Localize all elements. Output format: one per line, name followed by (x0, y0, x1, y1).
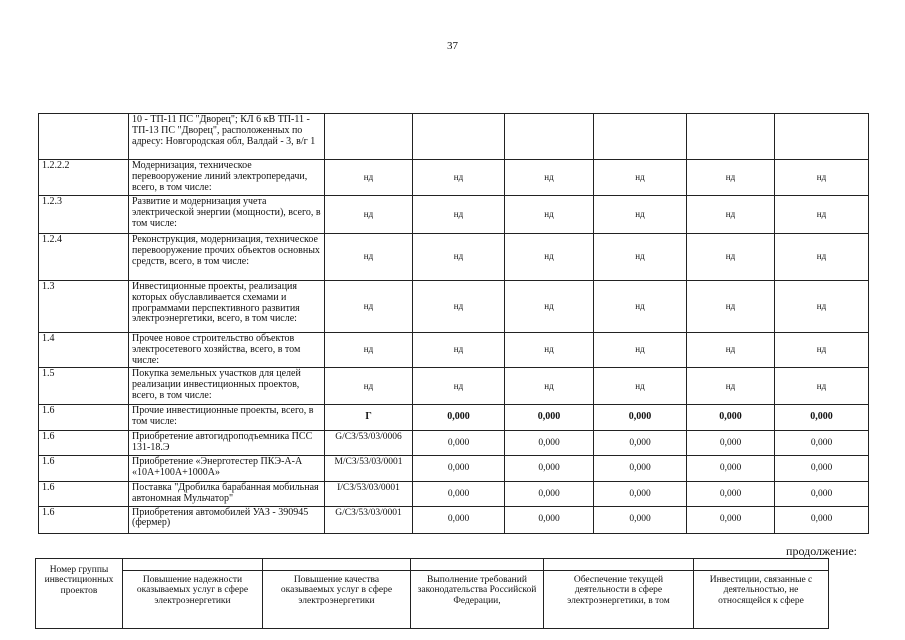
row-number: 1.2.3 (39, 196, 129, 234)
row-value: нд (687, 196, 775, 234)
row-value: нд (505, 333, 594, 368)
header-current-activity: Обеспечение текущей деятельности в сфере электроэнергетики, в том (544, 571, 694, 629)
row-value: нд (413, 281, 505, 333)
row-code: нд (325, 196, 413, 234)
header-cell-top (694, 559, 829, 571)
row-value: 0,000 (594, 431, 687, 456)
continuation-label: продолжение: (786, 544, 857, 558)
row-code: нд (325, 368, 413, 405)
row-name: Реконструкция, модернизация, техническое перевооружение прочих объектов основных средств, всего, в том числе: (129, 234, 325, 281)
row-code: G/СЗ/53/03/0001 (325, 506, 413, 533)
row-name: Покупка земельных участков для целей реализации инвестиционных проектов, всего, в том числе: (129, 368, 325, 405)
row-value: нд (687, 234, 775, 281)
row-name: Прочие инвестиционные проекты, всего, в том числе: (129, 405, 325, 431)
page-number: 37 (447, 40, 458, 52)
table-row (39, 431, 869, 456)
table-row (39, 160, 869, 196)
row-value: нд (687, 281, 775, 333)
row-name: Развитие и модернизация учета электрической энергии (мощности), всего, в том числе: (129, 196, 325, 234)
row-value: нд (687, 333, 775, 368)
header-cell-top (263, 559, 411, 571)
table-row (39, 368, 869, 405)
continuation-header-table (35, 558, 829, 629)
row-value (775, 114, 869, 160)
row-number: 1.6 (39, 431, 129, 456)
row-value: 0,000 (775, 455, 869, 481)
table-row (39, 281, 869, 333)
table-row (39, 196, 869, 234)
row-value: 0,000 (505, 455, 594, 481)
row-value: нд (594, 234, 687, 281)
row-value: 0,000 (505, 506, 594, 533)
row-value: 0,000 (594, 506, 687, 533)
investment-table (38, 113, 869, 534)
header-other-investments: Инвестиции, связанные с деятельностью, не относящейся к сфере (694, 571, 829, 629)
row-code: G/СЗ/53/03/0006 (325, 431, 413, 456)
row-value: 0,000 (687, 455, 775, 481)
row-number: 1.6 (39, 506, 129, 533)
row-value: 0,000 (505, 405, 594, 431)
row-value: 0,000 (775, 405, 869, 431)
row-value: нд (413, 160, 505, 196)
header-quality: Повышение качества оказываемых услуг в сфере электроэнергетики (263, 571, 411, 629)
row-value: нд (505, 368, 594, 405)
row-code: Г (325, 405, 413, 431)
table-row (39, 455, 869, 481)
row-value: 0,000 (505, 431, 594, 456)
row-value: нд (505, 160, 594, 196)
table-row (39, 114, 869, 160)
row-value (505, 114, 594, 160)
row-number: 1.5 (39, 368, 129, 405)
row-value: нд (775, 333, 869, 368)
header-reliability: Повышение надежности оказываемых услуг в сфере электроэнергетики (123, 571, 263, 629)
row-value: нд (413, 368, 505, 405)
header-cell-top (123, 559, 263, 571)
row-name: Приобретение «Энерготестер ПКЭ-А-А «10А+100А+1000А» (129, 455, 325, 481)
row-value (687, 114, 775, 160)
row-value: нд (775, 196, 869, 234)
row-value: 0,000 (775, 506, 869, 533)
row-code: нд (325, 281, 413, 333)
row-value: нд (505, 281, 594, 333)
row-value: нд (413, 196, 505, 234)
row-value: нд (505, 196, 594, 234)
table-row (39, 234, 869, 281)
row-value: нд (687, 160, 775, 196)
row-code: I/СЗ/53/03/0001 (325, 481, 413, 506)
row-name: Приобретения автомобилей УАЗ - 390945 (фермер) (129, 506, 325, 533)
header-legal-requirements: Выполнение требований законодательства Российской Федерации, (411, 571, 544, 629)
row-value: 0,000 (594, 481, 687, 506)
header-cell-top (411, 559, 544, 571)
row-number: 1.6 (39, 455, 129, 481)
row-value: нд (775, 281, 869, 333)
row-value (594, 114, 687, 160)
row-value: нд (775, 160, 869, 196)
row-value: 0,000 (775, 481, 869, 506)
table-row (39, 481, 869, 506)
row-value: 0,000 (687, 506, 775, 533)
row-value: 0,000 (505, 481, 594, 506)
table-row (39, 405, 869, 431)
row-value: 0,000 (775, 431, 869, 456)
row-value: нд (594, 281, 687, 333)
row-number: 1.3 (39, 281, 129, 333)
row-value: 0,000 (413, 481, 505, 506)
table-row (39, 506, 869, 533)
row-number: 1.2.4 (39, 234, 129, 281)
row-name: Приобретение автогидроподъемника ПСС 131-18.Э (129, 431, 325, 456)
row-value: 0,000 (687, 481, 775, 506)
row-value: 0,000 (687, 431, 775, 456)
header-group-number: Номер группы инвестиционных проектов (36, 559, 123, 629)
row-code: нд (325, 333, 413, 368)
row-number: 1.6 (39, 481, 129, 506)
row-value: нд (413, 234, 505, 281)
row-code: нд (325, 160, 413, 196)
row-value: 0,000 (687, 405, 775, 431)
row-value: нд (594, 368, 687, 405)
row-value: нд (775, 368, 869, 405)
row-value: нд (687, 368, 775, 405)
row-value: 0,000 (594, 405, 687, 431)
row-name: 10 - ТП-11 ПС "Дворец"; КЛ 6 кВ ТП-11 - ТП-13 ПС "Дворец", расположенных по адресу: Новгородская обл, Валдай - 3, в/г 1 (129, 114, 325, 160)
table-row (39, 333, 869, 368)
row-number: 1.2.2.2 (39, 160, 129, 196)
row-value: 0,000 (413, 431, 505, 456)
row-code: нд (325, 234, 413, 281)
row-value: 0,000 (413, 455, 505, 481)
row-name: Модернизация, техническое перевооружение линий электропередачи, всего, в том числе: (129, 160, 325, 196)
row-number: 1.6 (39, 405, 129, 431)
row-code (325, 114, 413, 160)
row-value (413, 114, 505, 160)
row-value: нд (594, 196, 687, 234)
row-value: нд (594, 160, 687, 196)
row-value: 0,000 (413, 405, 505, 431)
row-name: Прочее новое строительство объектов электросетевого хозяйства, всего, в том числе: (129, 333, 325, 368)
row-name: Инвестиционные проекты, реализация которых обуславливается схемами и программами перспективного развития электроэнергетики, всего, в том числе: (129, 281, 325, 333)
row-value: нд (505, 234, 594, 281)
header-cell-top (544, 559, 694, 571)
row-value: нд (775, 234, 869, 281)
row-name: Поставка "Дробилка барабанная мобильная автономная Мульчатор" (129, 481, 325, 506)
row-code: M/СЗ/53/03/0001 (325, 455, 413, 481)
row-value: нд (413, 333, 505, 368)
row-number (39, 114, 129, 160)
row-value: 0,000 (413, 506, 505, 533)
row-value: нд (594, 333, 687, 368)
row-number: 1.4 (39, 333, 129, 368)
row-value: 0,000 (594, 455, 687, 481)
